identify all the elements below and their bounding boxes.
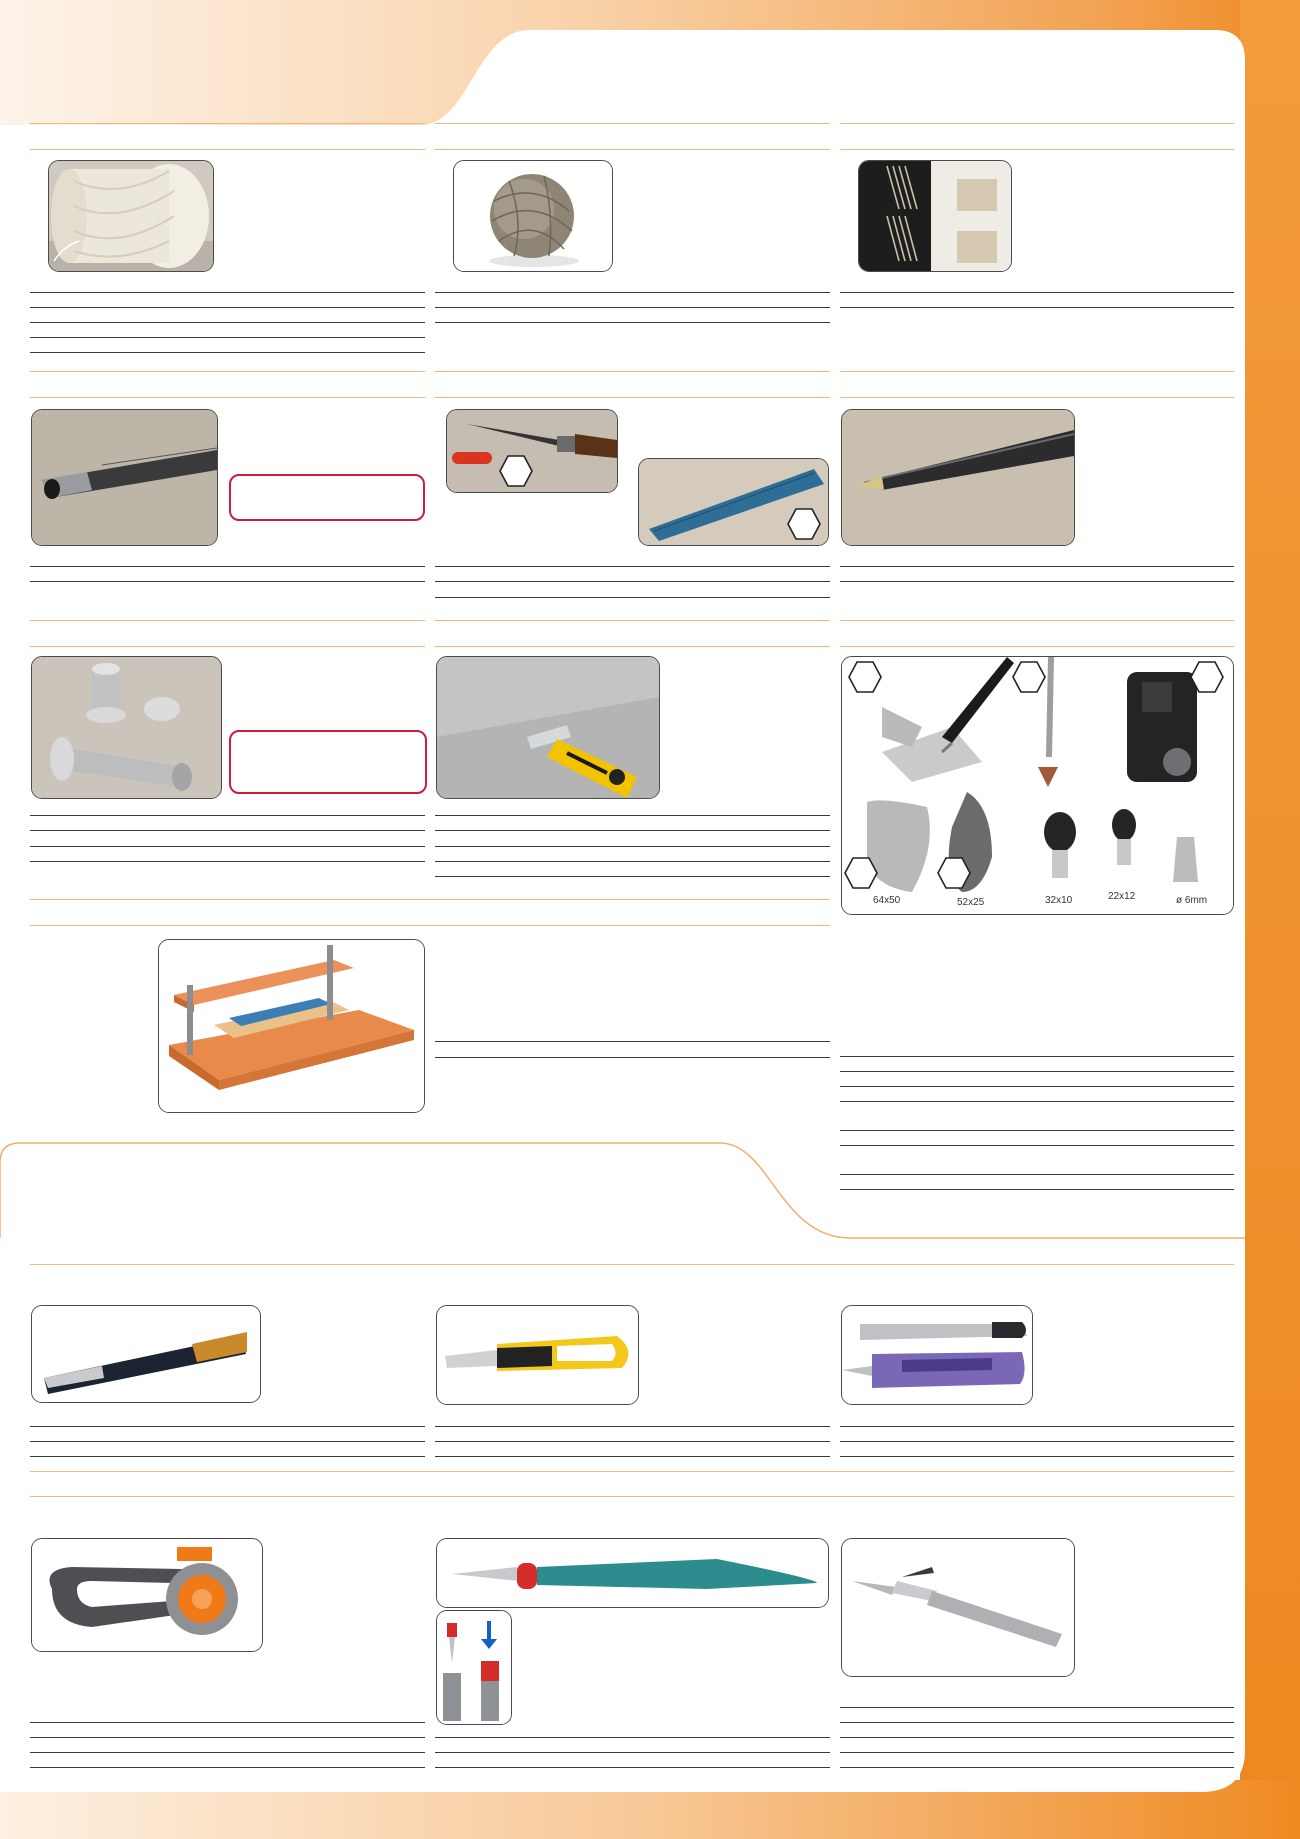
twine-ball-image — [453, 160, 613, 272]
text-line — [435, 292, 830, 293]
text-line — [30, 846, 425, 847]
separator — [30, 149, 425, 150]
separator — [435, 123, 830, 124]
text-line — [840, 1174, 1234, 1175]
callout-box — [229, 730, 427, 794]
separator — [30, 925, 830, 926]
text-line — [840, 1086, 1234, 1087]
book-press-image — [158, 939, 425, 1113]
text-line — [30, 1441, 425, 1442]
text-line — [435, 1456, 830, 1457]
precision-knife-image — [841, 1538, 1075, 1677]
separator — [840, 646, 1234, 647]
snap-off-cutter-image — [31, 1305, 261, 1403]
text-line — [435, 815, 830, 816]
label-hexagon — [844, 856, 878, 890]
text-line — [840, 1456, 1234, 1457]
iron-set-image — [841, 656, 1234, 915]
tip-dimension-label: 22x12 — [1108, 891, 1136, 902]
text-line — [435, 1441, 830, 1442]
separator — [840, 149, 1234, 150]
text-line — [435, 307, 830, 308]
text-line — [840, 307, 1234, 308]
text-line — [840, 566, 1234, 567]
text-line — [30, 861, 425, 862]
text-line — [30, 1722, 425, 1723]
text-line — [435, 581, 830, 582]
scalpel-image — [436, 1538, 829, 1608]
tip-dimension-label: ø 6mm — [1176, 895, 1208, 906]
text-line — [30, 1767, 425, 1768]
needles-image — [858, 160, 1012, 272]
text-line — [30, 322, 425, 323]
tip-dimension-label: 64x50 — [873, 895, 901, 906]
text-line — [840, 1707, 1234, 1708]
text-line — [435, 846, 830, 847]
text-line — [30, 1752, 425, 1753]
text-line — [840, 1145, 1234, 1146]
text-line — [30, 307, 425, 308]
separator — [840, 620, 1234, 621]
text-line — [435, 1057, 830, 1058]
text-line — [30, 830, 425, 831]
label-hexagon — [1012, 660, 1046, 694]
separator — [840, 397, 1234, 398]
text-line — [30, 566, 425, 567]
text-line — [435, 830, 830, 831]
separator — [30, 1264, 1234, 1265]
separator — [840, 123, 1234, 124]
text-line — [30, 352, 425, 353]
label-hexagon — [787, 507, 821, 541]
separator — [435, 620, 830, 621]
text-line — [840, 1189, 1234, 1190]
separator — [30, 620, 425, 621]
text-line — [435, 1737, 830, 1738]
text-line — [840, 1752, 1234, 1753]
callout-box — [229, 474, 425, 521]
separator — [435, 149, 830, 150]
text-line — [30, 1456, 425, 1457]
separator — [30, 899, 830, 900]
text-line — [840, 1426, 1234, 1427]
text-line — [435, 597, 830, 598]
text-line — [435, 1767, 830, 1768]
label-hexagon — [1190, 660, 1224, 694]
text-line — [30, 815, 425, 816]
label-hexagon — [937, 856, 971, 890]
separator — [30, 371, 425, 372]
separator — [30, 397, 425, 398]
text-line — [840, 1130, 1234, 1131]
separator — [30, 1496, 1234, 1497]
safety-cutter-image — [436, 1305, 639, 1405]
text-line — [840, 581, 1234, 582]
separator — [30, 1471, 1234, 1472]
text-line — [30, 1426, 425, 1427]
text-line — [435, 861, 830, 862]
separator — [435, 646, 830, 647]
blade-change-image — [436, 1610, 512, 1725]
thread-spool-image — [48, 160, 214, 272]
text-line — [840, 1737, 1234, 1738]
screw-posts-image — [31, 656, 222, 799]
text-line — [30, 1737, 425, 1738]
text-line — [840, 1722, 1234, 1723]
text-line — [30, 292, 425, 293]
label-hexagon — [499, 454, 533, 488]
text-line — [840, 1071, 1234, 1072]
tip-dimension-label: 32x10 — [1045, 895, 1073, 906]
text-line — [435, 566, 830, 567]
text-line — [435, 1426, 830, 1427]
text-line — [435, 876, 830, 877]
hole-punch-image — [31, 409, 218, 546]
text-line — [30, 581, 425, 582]
text-line — [435, 322, 830, 323]
flat-knife-image — [841, 409, 1075, 546]
utility-knife-blades-image — [841, 1305, 1033, 1405]
separator — [30, 123, 425, 124]
text-line — [840, 292, 1234, 293]
text-line — [435, 1041, 830, 1042]
separator — [435, 371, 830, 372]
box-cutter-image — [436, 656, 660, 799]
text-line — [840, 1441, 1234, 1442]
text-line — [435, 1752, 830, 1753]
separator — [840, 371, 1234, 372]
text-line — [30, 337, 425, 338]
tip-dimension-label: 52x25 — [957, 897, 985, 908]
separator — [435, 397, 830, 398]
label-hexagon — [848, 660, 882, 694]
text-line — [840, 1767, 1234, 1768]
text-line — [840, 1101, 1234, 1102]
rotary-cutter-image — [31, 1538, 263, 1652]
separator — [30, 646, 425, 647]
text-line — [840, 1056, 1234, 1057]
